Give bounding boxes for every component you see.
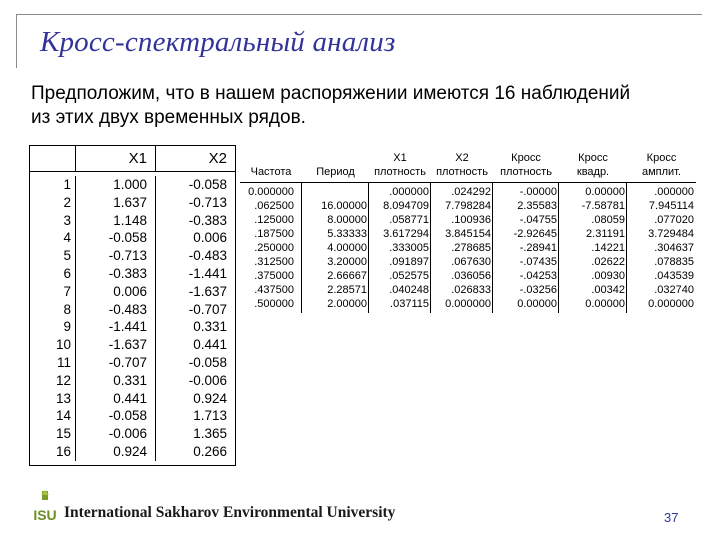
observations-table xyxy=(29,145,236,466)
spectral-cell: .250000 xyxy=(254,242,294,254)
column-separator xyxy=(368,183,369,313)
spectral-header-line: плотность xyxy=(500,166,552,178)
spectral-header-cell xyxy=(627,148,696,182)
spectral-cell: 2.35583 xyxy=(517,200,557,212)
spectral-cell: 0.00000 xyxy=(517,298,557,310)
spectral-header-line: плотность xyxy=(436,166,488,178)
spectral-cell: -7.58781 xyxy=(581,200,625,212)
spectral-cell: 2.31191 xyxy=(586,228,625,240)
spectral-cell: .067630 xyxy=(451,256,491,268)
x1-cell: -0.707 xyxy=(108,354,147,370)
spectral-table-body xyxy=(240,183,696,311)
spectral-cell: 8.094709 xyxy=(383,200,429,212)
x1-cell: -0.058 xyxy=(108,230,147,246)
x1-cell: -1.441 xyxy=(108,319,147,335)
spectral-header-line: Кросс xyxy=(646,152,677,164)
x2-cell: -0.713 xyxy=(188,194,227,210)
spectral-cell: 0.000000 xyxy=(248,186,294,198)
row-index-cell: 8 xyxy=(63,301,71,317)
spectral-cell: 5.33333 xyxy=(327,228,367,240)
row-index-cell: 10 xyxy=(55,337,71,353)
spectral-cell: 7.945114 xyxy=(648,200,694,212)
spectral-cell: .077020 xyxy=(654,214,694,226)
spectral-cell: 7.798284 xyxy=(445,200,491,212)
x2-cell: -1.637 xyxy=(188,283,227,299)
spectral-cell: .037115 xyxy=(390,298,429,310)
spectral-cell: .062500 xyxy=(254,200,294,212)
spectral-header-line xyxy=(240,151,302,165)
row-index-cell: 15 xyxy=(55,426,71,442)
x2-cell: -0.483 xyxy=(188,248,227,264)
spectral-header-line: Период xyxy=(316,166,355,178)
row-index-cell: 3 xyxy=(63,212,71,228)
x1-cell: 0.924 xyxy=(113,443,147,459)
spectral-cell: .00930 xyxy=(591,270,625,282)
title-bracket-left xyxy=(16,14,17,68)
spectral-cell: 16.00000 xyxy=(321,200,367,212)
column-separator xyxy=(492,183,493,313)
title-bracket-top xyxy=(16,14,702,15)
university-name: International Sakharov Environmental University xyxy=(64,504,396,521)
x2-cell: 1.365 xyxy=(193,426,227,442)
spectral-cell: .000000 xyxy=(389,186,429,198)
x2-cell: -0.707 xyxy=(188,301,227,317)
slide-title: Кросс-спектральный анализ xyxy=(40,26,396,58)
spectral-cell: .312500 xyxy=(254,256,294,268)
row-index-cell: 13 xyxy=(55,390,71,406)
spectral-cell: 0.000000 xyxy=(648,298,694,310)
university-logo xyxy=(32,490,58,524)
spectral-cell: -.07435 xyxy=(519,256,557,268)
x2-cell: -0.058 xyxy=(188,177,227,192)
x1-cell: -0.713 xyxy=(108,248,147,264)
spectral-cell xyxy=(302,185,369,199)
spectral-header-line: X2 xyxy=(455,152,469,164)
spectral-header-line: плотность xyxy=(374,166,426,178)
spectral-cell: 0.000000 xyxy=(445,298,491,310)
spectral-cell: .00342 xyxy=(591,284,625,296)
x1-cell: 0.441 xyxy=(113,390,147,406)
x1-column xyxy=(76,176,156,461)
spectral-header-cell xyxy=(559,148,627,182)
spectral-header-cell xyxy=(369,148,431,182)
spectral-cell: .437500 xyxy=(254,284,294,296)
x1-cell: 1.148 xyxy=(113,212,147,228)
x2-column xyxy=(156,176,235,461)
x2-cell: -0.383 xyxy=(188,212,227,228)
spectral-row xyxy=(240,213,696,227)
row-index-cell: 12 xyxy=(55,372,71,388)
row-index-cell: 5 xyxy=(63,248,71,264)
spectral-header-line: амплит. xyxy=(641,166,682,178)
spectral-cell: .043539 xyxy=(654,270,694,282)
row-index-cell: 1 xyxy=(63,177,71,192)
spectral-cell: .08059 xyxy=(591,214,625,226)
intro-line: Предположим, что в нашем распоряжении имеются 16 наблюдений xyxy=(31,83,631,104)
logo-text: ISU xyxy=(33,507,57,523)
spectral-cell: -2.92645 xyxy=(513,228,557,240)
x2-cell: 0.441 xyxy=(193,337,227,353)
x2-cell: 0.331 xyxy=(193,319,227,335)
spectral-cell: .058771 xyxy=(389,214,429,226)
spectral-header-line xyxy=(302,151,369,165)
spectral-row xyxy=(240,199,696,213)
x1-cell: 1.000 xyxy=(113,177,147,192)
spectral-cell: -.28941 xyxy=(519,242,557,254)
spectral-cell: .040248 xyxy=(389,284,429,296)
spectral-cell: 0.00000 xyxy=(585,298,625,310)
spectral-cell: .024292 xyxy=(451,186,491,198)
row-index-cell: 2 xyxy=(63,194,71,210)
row-index-cell: 16 xyxy=(55,443,71,459)
intro-text xyxy=(31,82,691,130)
spectral-cell: 2.00000 xyxy=(327,298,367,310)
spectral-cell: .000000 xyxy=(654,186,694,198)
row-index-cell: 4 xyxy=(63,230,71,246)
spectral-cell: -.04253 xyxy=(519,270,557,282)
spectral-cell: 8.00000 xyxy=(327,214,367,226)
spectral-cell: .036056 xyxy=(451,270,491,282)
spectral-cell: 4.00000 xyxy=(327,242,367,254)
spectral-cell: 3.617294 xyxy=(383,228,429,240)
spectral-cell: .187500 xyxy=(254,228,294,240)
x2-cell: 0.924 xyxy=(193,390,227,406)
spectral-header-line: X1 xyxy=(393,152,407,164)
spectral-cell: .032740 xyxy=(654,284,694,296)
spectral-table-header xyxy=(240,148,696,183)
spectral-row xyxy=(240,227,696,241)
header-x2: X2 xyxy=(208,150,227,167)
spectral-row xyxy=(240,241,696,255)
spectral-header-line: квадр. xyxy=(576,166,610,178)
spectral-row xyxy=(240,297,696,311)
spectral-header-line: Кросс xyxy=(511,152,541,164)
spectral-cell: .078835 xyxy=(654,256,694,268)
x1-cell: -0.483 xyxy=(108,301,147,317)
spectral-cell: -.04755 xyxy=(519,214,557,226)
x2-cell: 0.006 xyxy=(193,230,227,246)
spectral-header-cell xyxy=(493,148,559,182)
spectral-header-cell xyxy=(302,148,369,182)
spectral-cell: .091897 xyxy=(389,256,429,268)
x1-cell: 1.637 xyxy=(113,194,147,210)
spectral-cell: .026833 xyxy=(451,284,491,296)
row-index-cell: 7 xyxy=(63,283,71,299)
spectral-cell: .333005 xyxy=(389,242,429,254)
spectral-cell: 3.20000 xyxy=(327,256,367,268)
x1-cell: -0.383 xyxy=(108,265,147,281)
observations-table-header xyxy=(30,146,235,172)
spectral-cell: .14221 xyxy=(591,242,625,254)
spectral-cell: 2.66667 xyxy=(327,270,367,282)
index-column xyxy=(30,176,76,461)
spectral-cell: .100936 xyxy=(451,214,491,226)
spectral-row xyxy=(240,269,696,283)
column-separator xyxy=(301,183,302,313)
observations-table-body xyxy=(30,172,235,465)
spectral-row xyxy=(240,185,696,199)
spectral-cell: .278685 xyxy=(451,242,491,254)
spectral-table xyxy=(240,148,696,311)
page-number: 37 xyxy=(664,510,679,525)
x1-cell: 0.331 xyxy=(113,372,147,388)
column-separator xyxy=(626,183,627,313)
x1-cell: -0.006 xyxy=(108,426,147,442)
x1-cell: 0.006 xyxy=(113,283,147,299)
intro-line: из этих двух временных рядов. xyxy=(31,107,306,128)
spectral-cell: -.00000 xyxy=(519,186,557,198)
spectral-row xyxy=(240,283,696,297)
spectral-cell: 3.729484 xyxy=(648,228,694,240)
spectral-header-line: Частота xyxy=(250,166,292,178)
x1-cell: -1.637 xyxy=(108,337,147,353)
spectral-cell: .125000 xyxy=(254,214,294,226)
x1-cell: -0.058 xyxy=(108,408,147,424)
row-index-cell: 11 xyxy=(56,354,71,370)
x2-cell: 1.713 xyxy=(193,408,227,424)
x2-cell: -0.006 xyxy=(188,372,227,388)
spectral-cell: -.03256 xyxy=(519,284,557,296)
column-separator xyxy=(430,183,431,313)
x2-cell: 0.266 xyxy=(193,443,227,459)
column-separator xyxy=(558,183,559,313)
spectral-cell: 3.845154 xyxy=(445,228,491,240)
x2-cell: -1.441 xyxy=(188,265,227,281)
spectral-cell: .375000 xyxy=(254,270,294,282)
spectral-header-cell xyxy=(431,148,493,182)
spectral-header-cell xyxy=(240,148,302,182)
row-index-cell: 14 xyxy=(55,408,71,424)
header-x1: X1 xyxy=(76,146,156,171)
spectral-header-line: Кросс xyxy=(578,152,608,164)
spectral-row xyxy=(240,255,696,269)
spectral-cell: .500000 xyxy=(254,298,294,310)
spectral-cell: .304637 xyxy=(654,242,694,254)
header-index xyxy=(30,146,76,171)
x2-cell: -0.058 xyxy=(188,354,227,370)
row-index-cell: 6 xyxy=(63,265,71,281)
spectral-cell: .052575 xyxy=(389,270,429,282)
spectral-cell: .02622 xyxy=(591,256,625,268)
spectral-cell: 0.00000 xyxy=(585,186,625,198)
row-index-cell: 9 xyxy=(63,319,71,335)
spectral-cell: 2.28571 xyxy=(327,284,367,296)
